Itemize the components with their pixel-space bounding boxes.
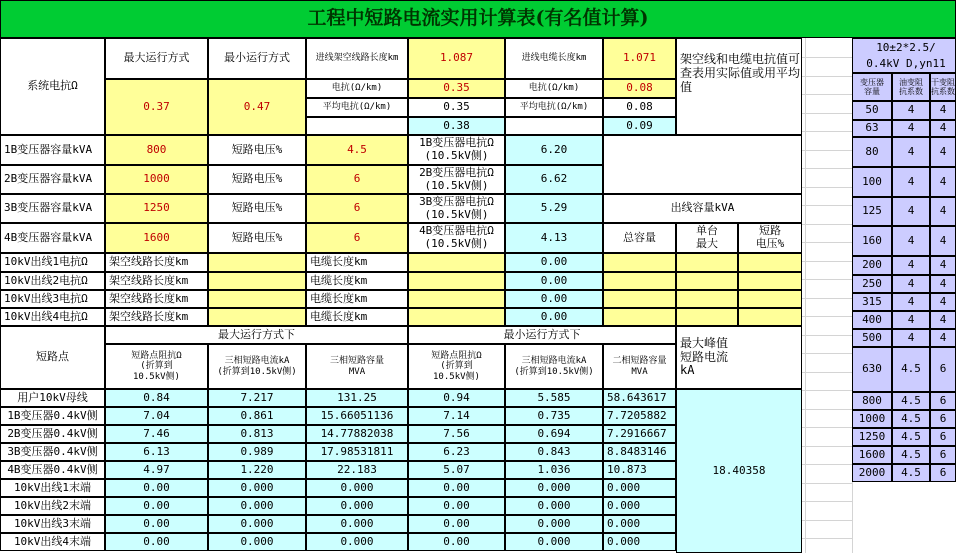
result-cell: 0.000 bbox=[208, 533, 306, 551]
result-cell: 10.873 bbox=[603, 461, 676, 479]
result-cell: 0.989 bbox=[208, 443, 306, 461]
overhead-total-reactance: 0.38 bbox=[408, 117, 505, 135]
ref-table-cell: 4 bbox=[930, 101, 956, 120]
ref-table-cell: 2000 bbox=[852, 464, 892, 482]
gridline bbox=[802, 372, 852, 373]
ref-table-cell: 4 bbox=[930, 311, 956, 329]
gridline bbox=[802, 316, 852, 317]
cable-length-label: 电缆长度km bbox=[306, 253, 408, 272]
reactance-note: 架空线和电缆电抗值可查表用实际值或用平均值 bbox=[676, 38, 802, 135]
ref-table-cell: 4.5 bbox=[892, 446, 930, 464]
outlet-total-capacity-input[interactable] bbox=[603, 253, 676, 272]
result-cell: 6.13 bbox=[105, 443, 208, 461]
ref-table-cell: 63 bbox=[852, 120, 892, 137]
outlet-total-capacity-input[interactable] bbox=[603, 290, 676, 308]
ref-table-cell: 4 bbox=[930, 137, 956, 167]
transformer-capacity-label: 1B变压器容量kVA bbox=[0, 135, 105, 165]
peak-current-header: 最大峰值 短路电流 kA bbox=[676, 326, 802, 389]
result-cell: 0.00 bbox=[408, 533, 505, 551]
ref-table-cell: 4 bbox=[892, 137, 930, 167]
overhead-reactance-input[interactable]: 0.35 bbox=[408, 79, 505, 98]
gridline bbox=[802, 335, 852, 336]
ref-table-cell: 4 bbox=[892, 275, 930, 293]
result-cell: 0.000 bbox=[208, 515, 306, 533]
result-cell: 0.000 bbox=[505, 533, 603, 551]
result-cell: 1.036 bbox=[505, 461, 603, 479]
ref-table-cell: 4.5 bbox=[892, 428, 930, 446]
transformer-capacity-input[interactable]: 1250 bbox=[105, 194, 208, 223]
overhead-line-length-label: 架空线路长度km bbox=[105, 308, 208, 326]
ref-table-cell: 50 bbox=[852, 101, 892, 120]
result-cell: 0.94 bbox=[408, 389, 505, 407]
ref-table-cell: 1600 bbox=[852, 446, 892, 464]
outlet-reactance-label: 10kV出线3电抗Ω bbox=[0, 290, 105, 308]
ref-table-cell: 250 bbox=[852, 275, 892, 293]
gridline bbox=[802, 446, 852, 447]
reactance-label-2: 电抗(Ω/km) bbox=[505, 79, 603, 98]
result-cell: 0.000 bbox=[603, 533, 676, 551]
cable-length-input[interactable] bbox=[408, 308, 505, 326]
ref-table-cell: 4 bbox=[892, 167, 930, 197]
result-cell: 0.00 bbox=[105, 533, 208, 551]
outlet-voltage-input[interactable] bbox=[738, 290, 802, 308]
cable-length-input[interactable] bbox=[408, 253, 505, 272]
result-cell: 5.585 bbox=[505, 389, 603, 407]
short-circuit-point-name: 2B变压器0.4kV侧 bbox=[0, 425, 105, 443]
transformer-reactance-value: 4.13 bbox=[505, 223, 603, 253]
transformer-reactance-label: 3B变压器电抗Ω (10.5kV侧) bbox=[408, 194, 505, 223]
short-circuit-point-name: 10kV出线4末端 bbox=[0, 533, 105, 551]
overhead-line-length-label: 架空线路长度km bbox=[105, 290, 208, 308]
ref-table-cell: 6 bbox=[930, 347, 956, 392]
result-cell: 0.813 bbox=[208, 425, 306, 443]
short-circuit-voltage-label: 短路电压% bbox=[208, 165, 306, 194]
ref-table-cell: 125 bbox=[852, 197, 892, 226]
ref-table-cell: 4 bbox=[930, 256, 956, 275]
avg-reactance-label: 平均电抗(Ω/km) bbox=[306, 98, 408, 117]
result-cell: 0.861 bbox=[208, 407, 306, 425]
min-impedance-header: 短路点阻抗Ω (折算到 10.5kV侧) bbox=[408, 344, 505, 389]
ref-table-cell: 80 bbox=[852, 137, 892, 167]
result-cell: 7.04 bbox=[105, 407, 208, 425]
ref-table-cell: 160 bbox=[852, 226, 892, 256]
result-cell: 7.46 bbox=[105, 425, 208, 443]
cable-length-input[interactable]: 1.071 bbox=[603, 38, 676, 79]
transformer-reactance-label: 2B变压器电抗Ω (10.5kV侧) bbox=[408, 165, 505, 194]
ref-table-cell: 4 bbox=[892, 293, 930, 311]
cable-length-input[interactable] bbox=[408, 290, 505, 308]
peak-current-value: 18.40358 bbox=[676, 389, 802, 553]
ref-table-cell: 4 bbox=[930, 120, 956, 137]
transformer-capacity-input[interactable]: 1600 bbox=[105, 223, 208, 253]
gridline bbox=[802, 205, 852, 206]
short-circuit-voltage-input[interactable]: 6 bbox=[306, 223, 408, 253]
min-capacity-header: 二相短路容量 MVA bbox=[603, 344, 676, 389]
gridline bbox=[802, 501, 852, 502]
gridline bbox=[802, 57, 852, 58]
result-cell: 131.25 bbox=[306, 389, 408, 407]
ref-table-cell: 4 bbox=[930, 226, 956, 256]
gridline bbox=[802, 261, 852, 262]
gridline bbox=[802, 242, 852, 243]
gridline bbox=[802, 353, 852, 354]
short-circuit-voltage-input[interactable]: 6 bbox=[306, 165, 408, 194]
result-cell: 0.000 bbox=[505, 479, 603, 497]
ref-table-cell: 6 bbox=[930, 428, 956, 446]
ref-table-cell: 4 bbox=[892, 329, 930, 347]
outlet-reactance-label: 10kV出线4电抗Ω bbox=[0, 308, 105, 326]
result-cell: 0.00 bbox=[408, 497, 505, 515]
cable-length-label: 电缆长度km bbox=[306, 272, 408, 290]
ref-table-cell: 630 bbox=[852, 347, 892, 392]
result-cell: 4.97 bbox=[105, 461, 208, 479]
result-cell: 0.000 bbox=[208, 479, 306, 497]
gridline bbox=[802, 224, 852, 225]
result-cell: 0.00 bbox=[408, 515, 505, 533]
outlet-voltage-header: 短路 电压% bbox=[738, 223, 802, 253]
gridline bbox=[802, 520, 852, 521]
outlet-total-capacity-input[interactable] bbox=[603, 308, 676, 326]
ref-table-cell: 4 bbox=[892, 256, 930, 275]
overhead-length-input[interactable]: 1.087 bbox=[408, 38, 505, 79]
short-circuit-point-name: 3B变压器0.4kV侧 bbox=[0, 443, 105, 461]
outlet-single-max-input[interactable] bbox=[676, 272, 738, 290]
ref-table-cell: 315 bbox=[852, 293, 892, 311]
result-cell: 8.8483146 bbox=[603, 443, 676, 461]
ref-table-cell: 4.5 bbox=[892, 392, 930, 410]
result-cell: 5.07 bbox=[408, 461, 505, 479]
gridline bbox=[802, 94, 852, 95]
blank-cell bbox=[603, 135, 802, 194]
transformer-reactance-label: 1B变压器电抗Ω (10.5kV侧) bbox=[408, 135, 505, 165]
outlet-single-max-header: 单台 最大 bbox=[676, 223, 738, 253]
outlet-single-max-input[interactable] bbox=[676, 290, 738, 308]
ref-table-cell: 1250 bbox=[852, 428, 892, 446]
gridline bbox=[802, 538, 852, 539]
result-cell: 0.00 bbox=[408, 479, 505, 497]
ref-table-cell: 4 bbox=[892, 197, 930, 226]
result-cell: 0.00 bbox=[105, 497, 208, 515]
overhead-avg-reactance: 0.35 bbox=[408, 98, 505, 117]
outlet-voltage-input[interactable] bbox=[738, 253, 802, 272]
overhead-line-length-input[interactable] bbox=[208, 308, 306, 326]
short-circuit-point-name: 4B变压器0.4kV侧 bbox=[0, 461, 105, 479]
max-capacity-header: 三相短路容量 MVA bbox=[306, 344, 408, 389]
result-cell: 7.56 bbox=[408, 425, 505, 443]
transformer-capacity-input[interactable]: 800 bbox=[105, 135, 208, 165]
blank-cell bbox=[505, 117, 603, 135]
reactance-label: 电抗(Ω/km) bbox=[306, 79, 408, 98]
ref-table-cell: 200 bbox=[852, 256, 892, 275]
result-cell: 0.000 bbox=[306, 479, 408, 497]
min-current-header: 三相短路电流kA (折算到10.5kV侧) bbox=[505, 344, 603, 389]
ref-table-cell: 4 bbox=[892, 311, 930, 329]
cable-avg-reactance: 0.08 bbox=[603, 98, 676, 117]
gridline bbox=[802, 76, 852, 77]
min-mode-group-header: 最小运行方式下 bbox=[408, 326, 676, 344]
max-mode-reactance-input[interactable]: 0.37 bbox=[105, 79, 208, 135]
outlet-single-max-input[interactable] bbox=[676, 253, 738, 272]
short-circuit-point-name: 10kV出线3末端 bbox=[0, 515, 105, 533]
min-mode-header: 最小运行方式 bbox=[208, 38, 306, 79]
gridline bbox=[802, 483, 852, 484]
ref-table-cell: 4 bbox=[930, 167, 956, 197]
outlet-reactance-value: 0.00 bbox=[505, 253, 603, 272]
system-reactance-label: 系统电抗Ω bbox=[0, 38, 105, 135]
ref-table-cell: 6 bbox=[930, 410, 956, 428]
result-cell: 7.7205882 bbox=[603, 407, 676, 425]
overhead-length-label: 进线架空线路长度km bbox=[306, 38, 408, 79]
result-cell: 0.84 bbox=[105, 389, 208, 407]
result-cell: 0.000 bbox=[603, 479, 676, 497]
short-circuit-point-name: 用户10kV母线 bbox=[0, 389, 105, 407]
transformer-capacity-label: 4B变压器容量kVA bbox=[0, 223, 105, 253]
overhead-line-length-input[interactable] bbox=[208, 290, 306, 308]
outlet-total-capacity-header: 总容量 bbox=[603, 223, 676, 253]
cable-length-label: 进线电缆长度km bbox=[505, 38, 603, 79]
result-cell: 17.98531811 bbox=[306, 443, 408, 461]
result-cell: 0.00 bbox=[105, 515, 208, 533]
result-cell: 0.000 bbox=[306, 497, 408, 515]
result-cell: 0.843 bbox=[505, 443, 603, 461]
overhead-line-length-label: 架空线路长度km bbox=[105, 253, 208, 272]
gridline bbox=[802, 168, 852, 169]
ref-table-col-header: 油变阻 抗系数 bbox=[892, 73, 930, 101]
min-mode-reactance-input[interactable]: 0.47 bbox=[208, 79, 306, 135]
ref-table-cell: 100 bbox=[852, 167, 892, 197]
result-cell: 0.694 bbox=[505, 425, 603, 443]
result-cell: 0.000 bbox=[306, 515, 408, 533]
outlet-reactance-value: 0.00 bbox=[505, 290, 603, 308]
gridline bbox=[802, 150, 852, 151]
cable-length-input[interactable] bbox=[408, 272, 505, 290]
short-circuit-voltage-input[interactable]: 6 bbox=[306, 194, 408, 223]
result-cell: 15.66051136 bbox=[306, 407, 408, 425]
gridline bbox=[802, 131, 852, 132]
ref-table-cell: 4.5 bbox=[892, 410, 930, 428]
short-circuit-voltage-label: 短路电压% bbox=[208, 223, 306, 253]
short-circuit-voltage-input[interactable]: 4.5 bbox=[306, 135, 408, 165]
result-cell: 6.23 bbox=[408, 443, 505, 461]
blank-cell bbox=[306, 117, 408, 135]
gridline bbox=[802, 298, 852, 299]
overhead-line-length-input[interactable] bbox=[208, 253, 306, 272]
ref-table-cell: 6 bbox=[930, 446, 956, 464]
ref-table-cell: 1000 bbox=[852, 410, 892, 428]
gridline bbox=[802, 279, 852, 280]
result-cell: 0.000 bbox=[505, 497, 603, 515]
outlet-reactance-value: 0.00 bbox=[505, 272, 603, 290]
cable-total-reactance: 0.09 bbox=[603, 117, 676, 135]
short-circuit-point-name: 10kV出线2末端 bbox=[0, 497, 105, 515]
outlet-total-capacity-input[interactable] bbox=[603, 272, 676, 290]
result-cell: 0.735 bbox=[505, 407, 603, 425]
ref-table-col-header: 变压器 容量 bbox=[852, 73, 892, 101]
ref-table-cell: 4 bbox=[930, 275, 956, 293]
gridline bbox=[802, 427, 852, 428]
transformer-reactance-value: 6.62 bbox=[505, 165, 603, 194]
max-current-header: 三相短路电流kA (折算到10.5kV侧) bbox=[208, 344, 306, 389]
outlet-reactance-value: 0.00 bbox=[505, 308, 603, 326]
gridline bbox=[802, 409, 852, 410]
result-cell: 22.183 bbox=[306, 461, 408, 479]
outlet-voltage-input[interactable] bbox=[738, 308, 802, 326]
short-circuit-voltage-label: 短路电压% bbox=[208, 135, 306, 165]
ref-table-cell: 4 bbox=[892, 101, 930, 120]
avg-reactance-label-2: 平均电抗(Ω/km) bbox=[505, 98, 603, 117]
result-cell: 7.14 bbox=[408, 407, 505, 425]
ref-table-cell: 4 bbox=[930, 293, 956, 311]
cable-reactance-input[interactable]: 0.08 bbox=[603, 79, 676, 98]
short-circuit-point-name: 1B变压器0.4kV侧 bbox=[0, 407, 105, 425]
ref-table-cell: 4 bbox=[892, 120, 930, 137]
outlet-voltage-input[interactable] bbox=[738, 272, 802, 290]
gridline bbox=[802, 390, 852, 391]
short-circuit-point-header: 短路点 bbox=[0, 326, 105, 389]
ref-table-cell: 4 bbox=[930, 329, 956, 347]
max-mode-header: 最大运行方式 bbox=[105, 38, 208, 79]
ref-table-cell: 4.5 bbox=[892, 464, 930, 482]
short-circuit-voltage-label: 短路电压% bbox=[208, 194, 306, 223]
outlet-reactance-label: 10kV出线2电抗Ω bbox=[0, 272, 105, 290]
ref-table-cell: 500 bbox=[852, 329, 892, 347]
result-cell: 0.000 bbox=[306, 533, 408, 551]
short-circuit-point-name: 10kV出线1末端 bbox=[0, 479, 105, 497]
transformer-capacity-label: 3B变压器容量kVA bbox=[0, 194, 105, 223]
result-cell: 0.000 bbox=[603, 497, 676, 515]
gridline bbox=[805, 38, 806, 553]
ref-table-cell: 4 bbox=[930, 197, 956, 226]
ref-table-title-1: 10±2*2.5/ bbox=[876, 40, 936, 54]
cable-length-label: 电缆长度km bbox=[306, 290, 408, 308]
max-mode-group-header: 最大运行方式下 bbox=[105, 326, 408, 344]
max-impedance-header: 短路点阻抗Ω (折算到 10.5kV侧) bbox=[105, 344, 208, 389]
transformer-reactance-label: 4B变压器电抗Ω (10.5kV侧) bbox=[408, 223, 505, 253]
ref-table-cell: 6 bbox=[930, 464, 956, 482]
result-cell: 58.643617 bbox=[603, 389, 676, 407]
result-cell: 1.220 bbox=[208, 461, 306, 479]
transformer-reactance-value: 6.20 bbox=[505, 135, 603, 165]
result-cell: 0.000 bbox=[603, 515, 676, 533]
result-cell: 7.2916667 bbox=[603, 425, 676, 443]
ref-table-cell: 6 bbox=[930, 392, 956, 410]
gridline bbox=[802, 113, 852, 114]
outlet-reactance-label: 10kV出线1电抗Ω bbox=[0, 253, 105, 272]
result-cell: 0.00 bbox=[105, 479, 208, 497]
transformer-capacity-input[interactable]: 1000 bbox=[105, 165, 208, 194]
page-title: 工程中短路电流实用计算表(有名值计算) bbox=[0, 0, 956, 38]
result-cell: 14.77882038 bbox=[306, 425, 408, 443]
ref-table-cell: 400 bbox=[852, 311, 892, 329]
ref-table-cell: 4.5 bbox=[892, 347, 930, 392]
ref-table-cell: 800 bbox=[852, 392, 892, 410]
result-cell: 7.217 bbox=[208, 389, 306, 407]
cable-length-label: 电缆长度km bbox=[306, 308, 408, 326]
transformer-reactance-value: 5.29 bbox=[505, 194, 603, 223]
overhead-line-length-input[interactable] bbox=[208, 272, 306, 290]
outlet-capacity-title: 出线容量kVA bbox=[603, 194, 802, 223]
result-cell: 0.000 bbox=[208, 497, 306, 515]
ref-table-title-2: 0.4kV D,yn11 bbox=[866, 56, 946, 70]
transformer-capacity-label: 2B变压器容量kVA bbox=[0, 165, 105, 194]
gridline bbox=[802, 464, 852, 465]
overhead-line-length-label: 架空线路长度km bbox=[105, 272, 208, 290]
outlet-single-max-input[interactable] bbox=[676, 308, 738, 326]
ref-table-cell: 4 bbox=[892, 226, 930, 256]
gridline bbox=[802, 187, 852, 188]
ref-table-col-header: 干变阻 抗系数 bbox=[930, 73, 956, 101]
result-cell: 0.000 bbox=[505, 515, 603, 533]
